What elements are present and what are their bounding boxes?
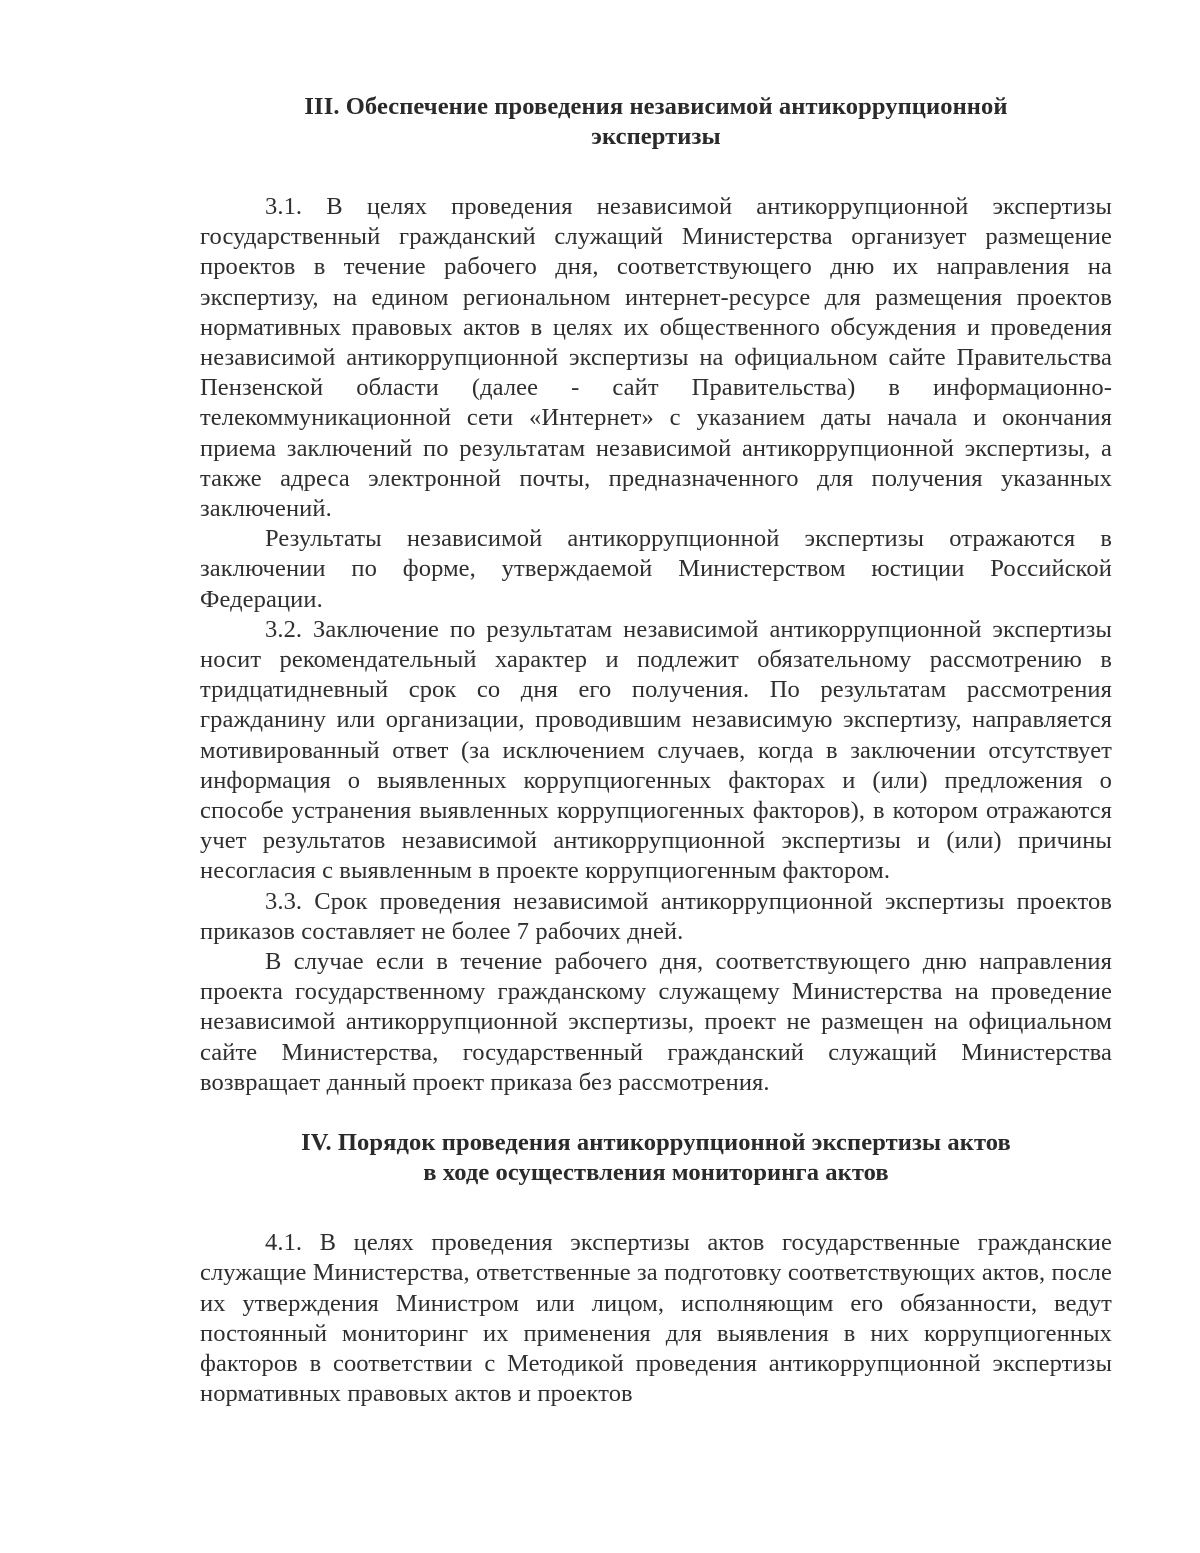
document-page [200, 92, 1112, 1532]
section-4-heading-line2: в ходе осуществления мониторинга актов [423, 1159, 889, 1187]
section-3-heading [200, 92, 1112, 152]
paragraph-3-1: 3.1. В целях проведения независимой антикоррупционной экспертизы государственный гражданский служащий Министерства организует размещение проектов в течение рабочего дня, соответствующего дню их направления на экспертизу, на едином региональном интернет-ресурсе для размещения проектов нормативных правовых актов в целях их общественного обсуждения и проведения независимой антикоррупционной экспертизы на официальном сайте Правительства Пензенской области (далее - сайт Правительства) в информационно-телекоммуникационной сети «Интернет» с указанием даты начала и окончания приема заключений по результатам независимой антикоррупционной экспертизы, а также адреса электронной почты, предназначенного для получения указанных заключений. [200, 193, 1112, 523]
section-4-heading-line1: IV. Порядок проведения антикоррупционной экспертизы актов [301, 1129, 1011, 1157]
section-3-heading-line2: экспертизы [591, 123, 721, 150]
paragraph-3-3: 3.3. Срок проведения независимой антикоррупционной экспертизы проектов приказов составляет не более 7 рабочих дней. [200, 887, 1112, 945]
paragraph-3-1-results: Результаты независимой антикоррупционной экспертизы отражаются в заключении по форме, утверждаемой Министерством юстиции Российской Федерации. [200, 525, 1112, 613]
paragraph-3-3-return: В случае если в течение рабочего дня, соответствующего дню направления проекта государственному гражданскому служащему Министерства на проведение независимой антикоррупционной экспертизы, проект не размещен на официальном сайте Министерства, государственный гражданский служащий Министерства возвращает данный проект приказа без рассмотрения. [200, 948, 1112, 1096]
section-4-heading [200, 1128, 1112, 1188]
paragraph-4-1: 4.1. В целях проведения экспертизы актов государственные гражданские служащие Министерства, ответственные за подготовку соответствующих актов, после их утверждения Министром или лицом, исполняющим его обязанности, ведут постоянный мониторинг их применения для выявления в них коррупциогенных факторов в соответствии с Методикой проведения антикоррупционной экспертизы нормативных правовых актов и проектов [200, 1229, 1112, 1408]
paragraph-3-2: 3.2. Заключение по результатам независимой антикоррупционной экспертизы носит рекомендательный характер и подлежит обязательному рассмотрению в тридцатидневный срок со дня его получения. По результатам рассмотрения гражданину или организации, проводившим независимую экспертизу, направляется мотивированный ответ (за исключением случаев, когда в заключении отсутствует информация о выявленных коррупциогенных факторах и (или) предложения о способе устранения выявленных коррупциогенных факторов), в котором отражаются учет результатов независимой антикоррупционной экспертизы и (или) причины несогласия с выявленным в проекте коррупциогенным фактором. [200, 615, 1112, 885]
section-3-heading-line1: III. Обеспечение проведения независимой антикоррупционной [304, 93, 1008, 120]
